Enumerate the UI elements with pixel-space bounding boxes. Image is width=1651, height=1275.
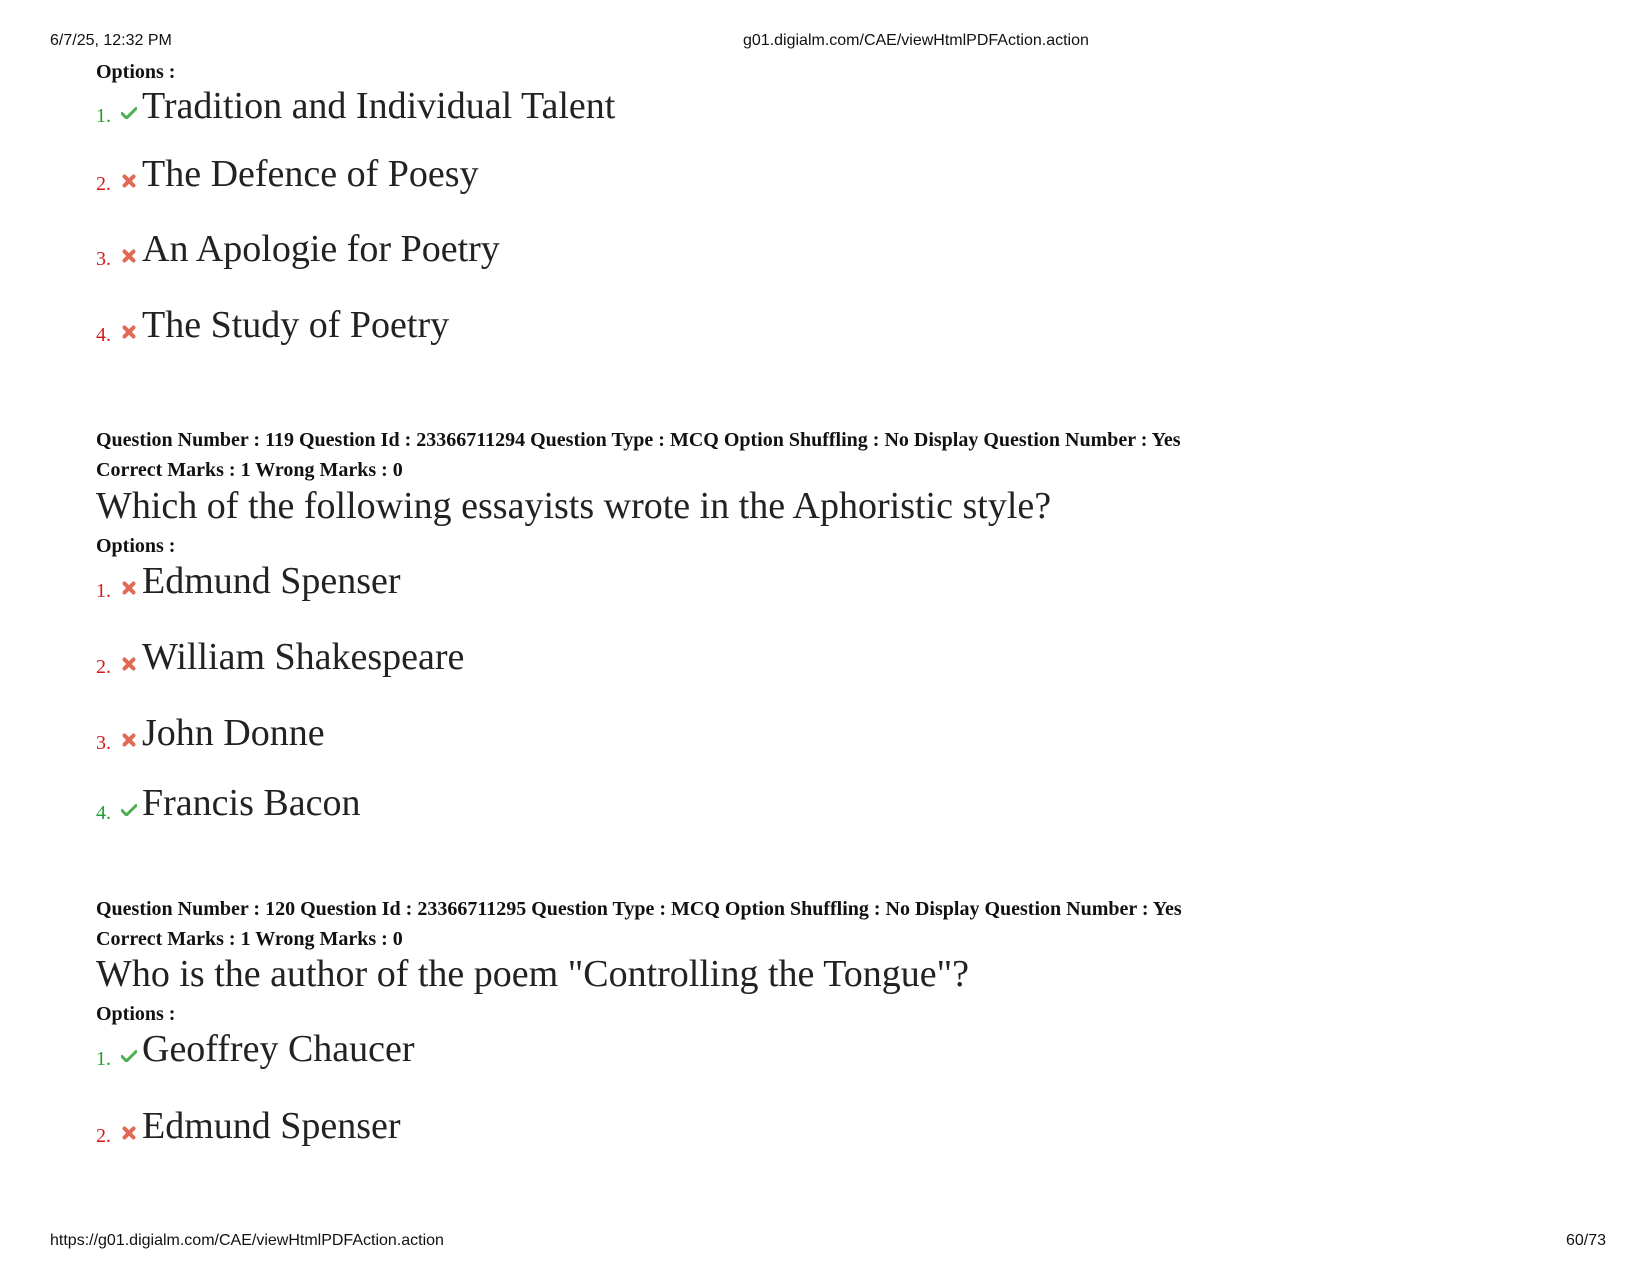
question-text: Which of the following essayists wrote in the Aphoristic style?	[96, 485, 1052, 527]
option-number: 4.	[96, 324, 111, 346]
option-number: 2.	[96, 173, 111, 195]
option-number: 1.	[96, 580, 111, 602]
option-row	[96, 146, 479, 196]
options-label: Options :	[96, 535, 176, 557]
option-number: 1.	[96, 1048, 111, 1070]
option-text: Tradition and Individual Talent	[142, 85, 616, 127]
option-row	[96, 553, 401, 603]
print-header-url: g01.digialm.com/CAE/viewHtmlPDFAction.action	[743, 32, 1089, 49]
option-number: 3.	[96, 732, 111, 754]
question-marks: Correct Marks : 1 Wrong Marks : 0	[96, 459, 403, 481]
option-number: 4.	[96, 802, 111, 824]
option-row	[96, 629, 464, 679]
option-row	[96, 1021, 415, 1071]
cross-icon	[118, 1118, 140, 1148]
option-row	[96, 221, 500, 271]
check-icon	[118, 98, 140, 128]
cross-icon	[118, 725, 140, 755]
check-icon	[118, 1041, 140, 1071]
option-row	[96, 78, 615, 128]
question-meta: Question Number : 119 Question Id : 23366711294 Question Type : MCQ Option Shuffling : No Display Question Number : Yes	[96, 429, 1181, 451]
option-number: 2.	[96, 1125, 111, 1147]
option-number: 1.	[96, 105, 111, 127]
page-number: 60/73	[1566, 1232, 1607, 1249]
option-text: Francis Bacon	[142, 782, 361, 824]
option-text: John Donne	[142, 712, 325, 754]
options-label: Options :	[96, 1003, 176, 1025]
option-text: The Study of Poetry	[142, 304, 450, 346]
option-text: William Shakespeare	[142, 636, 465, 678]
print-datetime: 6/7/25, 12:32 PM	[50, 32, 172, 49]
option-number: 3.	[96, 248, 111, 270]
option-text: Geoffrey Chaucer	[142, 1028, 415, 1070]
option-row	[96, 1098, 401, 1148]
cross-icon	[118, 241, 140, 271]
print-footer-url: https://g01.digialm.com/CAE/viewHtmlPDFAction.action	[50, 1232, 444, 1249]
cross-icon	[118, 573, 140, 603]
question-meta: Question Number : 120 Question Id : 23366711295 Question Type : MCQ Option Shuffling : No Display Question Number : Yes	[96, 898, 1182, 920]
option-text: The Defence of Poesy	[142, 153, 479, 195]
options-label: Options :	[96, 61, 176, 83]
question-marks: Correct Marks : 1 Wrong Marks : 0	[96, 928, 403, 950]
cross-icon	[118, 649, 140, 679]
option-text: Edmund Spenser	[142, 1105, 401, 1147]
option-number: 2.	[96, 656, 111, 678]
option-text: Edmund Spenser	[142, 560, 401, 602]
option-text: An Apologie for Poetry	[142, 228, 500, 270]
question-text: Who is the author of the poem "Controlling the Tongue"?	[96, 953, 969, 995]
option-row	[96, 297, 449, 347]
option-row	[96, 705, 325, 755]
cross-icon	[118, 166, 140, 196]
check-icon	[118, 795, 140, 825]
cross-icon	[118, 317, 140, 347]
option-row	[96, 775, 360, 825]
